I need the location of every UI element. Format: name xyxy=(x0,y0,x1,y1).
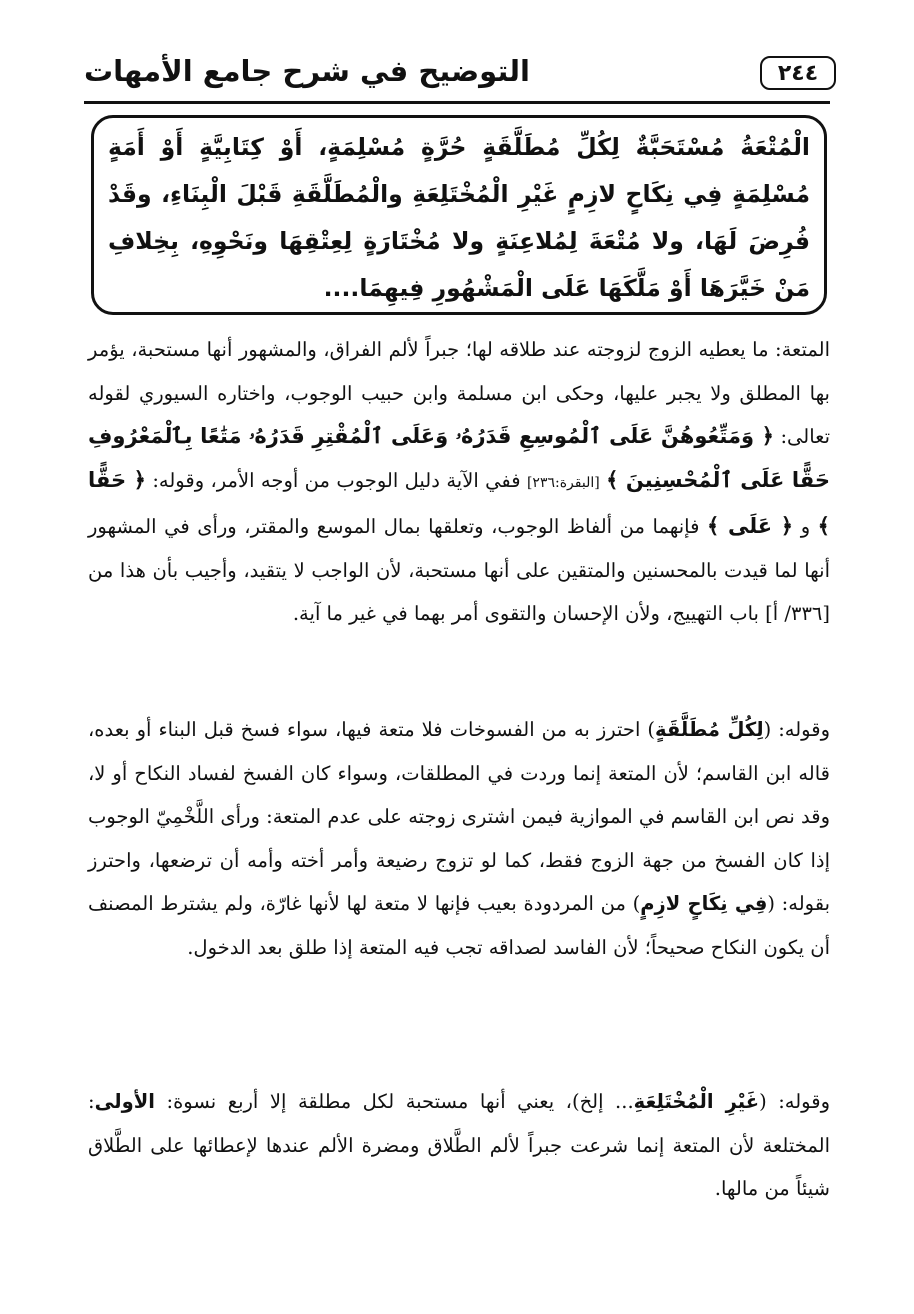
p3-text-1: ... إلخ)، يعني أنها مستحبة لكل مطلقة إلا أربع نسوة: xyxy=(154,1090,634,1113)
conjunction: و xyxy=(793,515,818,538)
page-number: ٢٤٤ xyxy=(760,56,836,90)
matn-term-1: لِكُلِّ مُطَلَّقَةٍ xyxy=(655,718,764,741)
first-label: الأولى xyxy=(94,1090,155,1113)
page-header xyxy=(84,52,836,98)
matn-term-3: غَيْرِ الْمُخْتَلِعَةِ xyxy=(633,1090,760,1113)
p2-text-2: ) من المردودة بعيب فإنها لا متعة لها لأنها غارّة، ولم يشترط المصنف أن يكون النكاح صحيحاً؛ لأن الفاسد لصداقه تجب فيه المتعة إذا طلق بعد الدخول. xyxy=(88,892,830,959)
quran-word-1: ﴿ حَقًّا ﴾ xyxy=(88,467,830,538)
quran-word-2: ﴿ عَلَى ﴾ xyxy=(706,514,794,538)
p3-lead: وقوله: ( xyxy=(759,1090,830,1113)
commentary-paragraph-2 xyxy=(88,708,830,969)
commentary-paragraph-3 xyxy=(88,1080,830,1211)
commentary-paragraph-1 xyxy=(88,328,830,636)
matn-text: الْمُتْعَةُ مُسْتَحَبَّةٌ لِكُلِّ مُطَلَّقَةٍ حُرَّةٍ مُسْلِمَةٍ، أَوْ كِتَابِيَّةٍ أَوْ أَمَةٍ مُسْلِمَةٍ فِي نِكَاحٍ لازِمٍ غَيْرِ الْمُخْتَلِعَةِ والْمُطَلَّقَةِ قَبْلَ الْبِنَاءِ، وقَدْ فُرِضَ لَهَا، ولا مُتْعَةَ لِمُلاعِنَةٍ ولا مُخْتَارَةٍ لِعِتْقِهَا ونَحْوِهِ، بِخِلافِ مَنْ خَيَّرَهَا أَوْ مَلَّكَهَا عَلَى الْمَشْهُورِ فِيهِمَا.... xyxy=(108,133,810,302)
running-title: التوضيح في شرح جامع الأمهات xyxy=(84,54,531,88)
p3-text-2: : المختلعة لأن المتعة إنما شرعت جبراً لألم الطَّلاق ومضرة الألم عندها لإعطائها على الطَّلاق شيئاً من مالها. xyxy=(88,1090,830,1200)
header-rule xyxy=(84,101,830,104)
p1-text-1: المتعة: ما يعطيه الزوج لزوجته عند طلاقه لها؛ جبراً لألم الفراق، والمشهور أنها مستحبة، يؤمر بها المطلق ولا يجبر عليها، وحكى ابن مسلمة وابن حبيب الوجوب، واختاره السيوري لقوله تعالى: xyxy=(88,338,830,448)
quran-verse: ﴿ وَمَتِّعُوهُنَّ عَلَى ٱلْمُوسِعِ قَدَرُهُۥ وَعَلَى ٱلْمُقْتِرِ قَدَرُهُۥ مَتَٰعًا بِٱلْمَعْرُوفِ حَقًّا عَلَى ٱلْمُحْسِنِينَ ﴾ xyxy=(88,424,830,492)
p1-text-2: ففي الآية دليل الوجوب من أوجه الأمر، وقوله: xyxy=(145,468,527,492)
verse-citation: [البقرة:٢٣٦] xyxy=(526,474,600,491)
p2-lead: وقوله: ( xyxy=(763,718,830,741)
matn-term-2: فِي نِكَاحٍ لازِمٍ xyxy=(640,892,768,915)
p1-text-3: فإنهما من ألفاظ الوجوب، وتعلقها بمال الموسع والمقتر، ورأى في المشهور أنها لما قيدت بالمحسنين والمتقين على أنها مستحبة، لأن الواجب لا يتقيد، وأجيب بأن هذا من [٣٣٦/ أ] باب التهييج، ولأن الإحسان والتقوى أمر بهما في غير ما آية. xyxy=(88,515,830,625)
p2-text-1: ) احترز به من الفسوخات فلا متعة فيها، سواء فسخ قبل البناء أو بعده، قاله ابن القاسم؛ لأن المتعة إنما وردت في المطلقات، وسواء كان الفسخ لفساد النكاح أو لا، وقد نص ابن القاسم في الموازية فيمن اشترى زوجته على عدم المتعة: ورأى اللَّخْمِيّ الوجوب إذا كان الفسخ من جهة الزوج فقط، كما لو تزوج رضيعة وأمر أخته وأمه أن ترضعها، واحترز بقوله: ( xyxy=(88,718,831,915)
matn-box xyxy=(91,115,827,315)
